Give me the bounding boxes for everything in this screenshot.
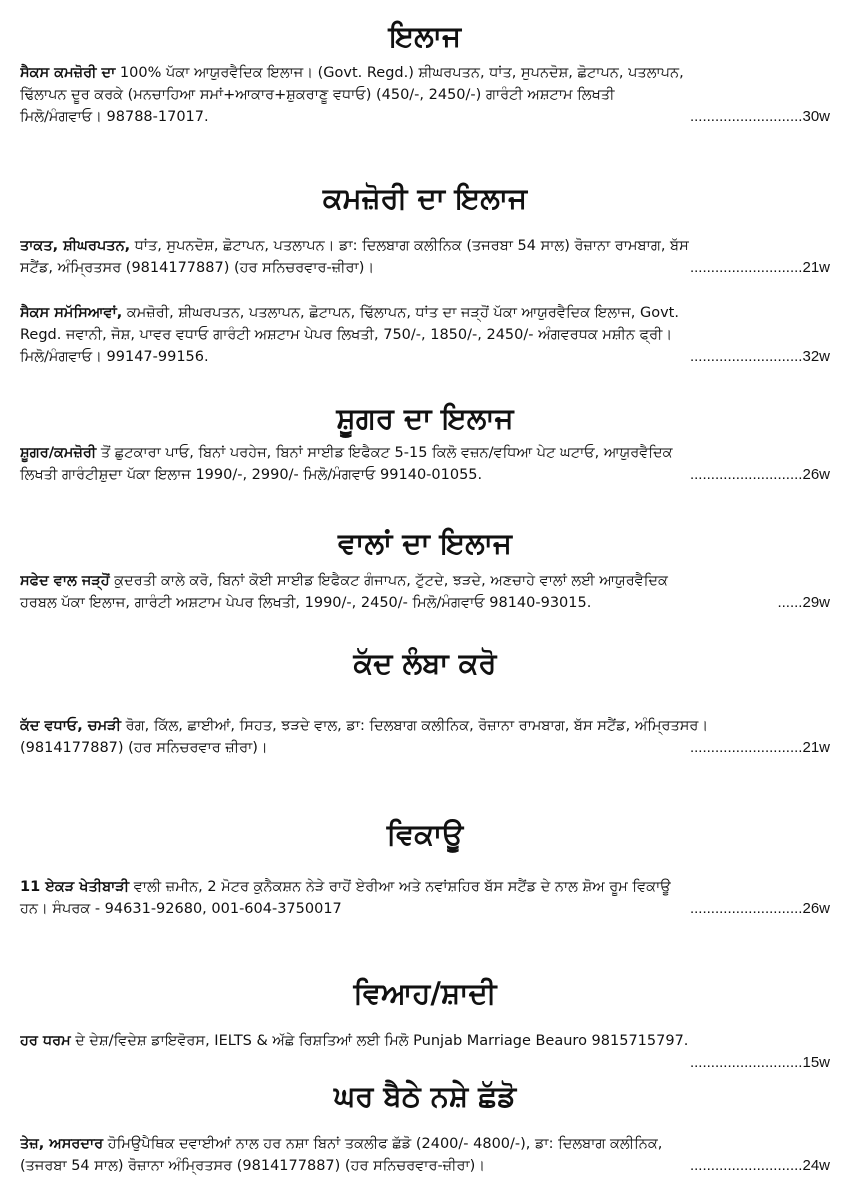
ad-line xyxy=(20,570,832,592)
ad-lead: 11 ਏਕੜ ਖੇਤੀਬਾੜੀ xyxy=(20,879,130,895)
ad-line: Regd. ਜਵਾਨੀ, ਜੋਸ਼, ਪਾਵਰ ਵਧਾਓ ਗਾਰੰਟੀ ਅਸ਼ਟਾਮ ਪੇਪਰ ਲਿਖਤੀ, 750/-, 1850/-, 2450/- ਅੰਗਵਰਧਕ ਮਸ਼ੀਨ ਫ੍ਰੀ। xyxy=(20,327,673,343)
ad-lead: ਕੱਦ ਵਧਾਓ, ਚਮੜੀ xyxy=(20,718,121,734)
ad-line xyxy=(20,1133,832,1155)
section-heading-quit-addiction: ਘਰ ਬੈਠੇ ਨਸ਼ੇ ਛੱਡੋ xyxy=(333,1079,517,1113)
section-heading-sugar-treatment: ਸ਼ੂਗਰ ਦਾ ਇਲਾਜ xyxy=(336,401,514,435)
ad-word-count: ...........................21w xyxy=(689,259,830,276)
classified-ad xyxy=(20,876,832,920)
classified-ad xyxy=(20,62,832,128)
classified-ad xyxy=(20,715,832,759)
section-heading-weakness-treatment: ਕਮਜ਼ੋਰੀ ਦਾ ਇਲਾਜ xyxy=(322,181,528,215)
ad-text: ਵਾਲੀ ਜ਼ਮੀਨ, 2 ਮੋਟਰ ਕੁਨੈਕਸ਼ਨ ਨੇੜੇ ਰਾਹੋਂ ਏਰੀਆ ਅਤੇ ਨਵਾਂਸ਼ਹਿਰ ਬੱਸ ਸਟੈਂਡ ਦੇ ਨਾਲ ਸ਼ੋਅ ਰੂਮ ਵਿਕਾਊ xyxy=(129,879,671,895)
ad-word-count: ......29w xyxy=(777,594,830,611)
ad-text: ਕਮਜ਼ੋਰੀ, ਸ਼ੀਘਰਪਤਨ, ਪਤਲਾਪਨ, ਛੋਟਾਪਨ, ਢਿੱਲਾਪਨ, ਧਾਂਤ ਦਾ ਜੜ੍ਹੋਂ ਪੱਕਾ ਆਯੁਰਵੈਦਿਕ ਇਲਾਜ, Govt. xyxy=(122,305,679,321)
classified-ad xyxy=(20,1133,832,1177)
ad-footer xyxy=(20,464,832,486)
ad-lead: ਸੈਕਸ ਕਮਜ਼ੋਰੀ ਦਾ xyxy=(20,65,116,81)
ad-line: ਢਿੱਲਾਪਨ ਦੂਰ ਕਰਕੇ (ਮਨਚਾਹਿਆ ਸਮਾਂ+ਆਕਾਰ+ਸ਼ੁਕਰਾਣੂ ਵਧਾਓ) (450/-, 2450/-) ਗਾਰੰਟੀ ਅਸ਼ਟਾਮ ਲਿਖਤੀ xyxy=(20,87,615,103)
ad-line xyxy=(20,235,832,257)
ad-line xyxy=(20,62,832,84)
ad-footer xyxy=(20,257,832,279)
ad-line xyxy=(20,442,832,464)
ad-word-count: ...........................26w xyxy=(689,466,830,483)
ad-lead: ਸੈਕਸ ਸਮੱਸਿਆਵਾਂ, xyxy=(20,305,123,321)
ad-word-count: ...........................15w xyxy=(689,1054,830,1071)
classified-ad xyxy=(20,570,832,614)
ad-footer xyxy=(20,106,832,128)
ad-line xyxy=(20,715,832,737)
ad-footer xyxy=(20,1052,832,1074)
ad-lead: ਤਾਕਤ, ਸ਼ੀਘਰਪਤਨ, xyxy=(20,238,131,254)
section-heading-height-increase: ਕੱਦ ਲੰਬਾ ਕਰੋ xyxy=(353,646,497,680)
section-heading-for-sale: ਵਿਕਾਊ xyxy=(386,817,464,851)
section-heading-hair-treatment: ਵਾਲਾਂ ਦਾ ਇਲਾਜ xyxy=(338,526,512,560)
ad-contact: ਮਿਲੋ/ਮੰਗਵਾਓ। 99147-99156. xyxy=(20,349,209,365)
ad-footer xyxy=(20,737,832,759)
ad-footer xyxy=(20,592,832,614)
ad-line xyxy=(20,1030,832,1052)
ad-word-count: ...........................24w xyxy=(689,1157,830,1174)
ad-word-count: ...........................32w xyxy=(689,348,830,365)
classified-ad xyxy=(20,235,832,279)
ad-word-count: ...........................30w xyxy=(689,108,830,125)
ad-word-count: ...........................21w xyxy=(689,739,830,756)
ad-contact: (9814177887) (ਹਰ ਸਨਿਚਰਵਾਰ ਜ਼ੀਰਾ)। xyxy=(20,740,268,756)
ad-text: ਧਾਂਤ, ਸੁਪਨਦੋਸ਼, ਛੋਟਾਪਨ, ਪਤਲਾਪਨ। ਡਾ: ਦਿਲਬਾਗ ਕਲੀਨਿਕ (ਤਜਰਬਾ 54 ਸਾਲ) ਰੋਜ਼ਾਨਾ ਰਾਮਬਾਗ, ਬੱਸ xyxy=(130,238,689,254)
ad-text: ਦੇ ਦੇਸ਼/ਵਿਦੇਸ਼ ਡਾਇਵੋਰਸ, IELTS & ਅੱਛੇ ਰਿਸ਼ਤਿਆਂ ਲਈ ਮਿਲੋ Punjab Marriage Beauro 9815715797. xyxy=(70,1033,689,1049)
ad-contact: ਹਰਬਲ ਪੱਕਾ ਇਲਾਜ, ਗਾਰੰਟੀ ਅਸ਼ਟਾਮ ਪੇਪਰ ਲਿਖਤੀ, 1990/-, 2450/- ਮਿਲੋ/ਮੰਗਵਾਓ 98140-93015. xyxy=(20,595,592,611)
ad-footer xyxy=(20,898,832,920)
ad-contact: (ਤਜਰਬਾ 54 ਸਾਲ) ਰੋਜ਼ਾਨਾ ਅੰਮ੍ਰਿਤਸਰ (9814177887) (ਹਰ ਸਨਿਚਰਵਾਰ-ਜ਼ੀਰਾ)। xyxy=(20,1158,486,1174)
section-heading-marriage: ਵਿਆਹ/ਸ਼ਾਦੀ xyxy=(353,976,497,1010)
ad-line xyxy=(20,876,832,898)
ad-text: ਰੋਗ, ਕਿੱਲ, ਛਾਈਆਂ, ਸਿਹਤ, ਝੜਦੇ ਵਾਲ, ਡਾ: ਦਿਲਬਾਗ ਕਲੀਨਿਕ, ਰੋਜ਼ਾਨਾ ਰਾਮਬਾਗ, ਬੱਸ ਸਟੈਂਡ, ਅੰਮ੍ਰਿਤਸਰ। xyxy=(120,718,709,734)
classified-ad xyxy=(20,302,832,368)
ad-text: ਕੁਦਰਤੀ ਕਾਲੇ ਕਰੋ, ਬਿਨਾਂ ਕੋਈ ਸਾਈਡ ਇਫੈਕਟ ਗੰਜਾਪਨ, ਟੁੱਟਦੇ, ਝੜਦੇ, ਅਣਚਾਹੇ ਵਾਲਾਂ ਲਈ ਆਯੁਰਵੈਦਿਕ xyxy=(109,573,668,589)
ad-footer xyxy=(20,1155,832,1177)
ad-lead: ਤੇਜ਼, ਅਸਰਦਾਰ xyxy=(20,1136,104,1152)
ad-lead: ਸ਼ੂਗਰ/ਕਮਜ਼ੋਰੀ xyxy=(20,445,97,461)
ad-contact: ਮਿਲੋ/ਮੰਗਵਾਓ। 98788-17017. xyxy=(20,109,209,125)
classified-ad xyxy=(20,442,832,486)
section-heading-treatment: ਇਲਾਜ xyxy=(388,19,462,53)
ad-contact: ਹਨ। ਸੰਪਰਕ - 94631-92680, 001-604-3750017 xyxy=(20,901,342,917)
ad-lead: ਸਫੇਦ ਵਾਲ ਜੜ੍ਹੋਂ xyxy=(20,573,110,589)
ad-contact: ਸਟੈਂਡ, ਅੰਮ੍ਰਿਤਸਰ (9814177887) (ਹਰ ਸਨਿਚਰਵਾਰ-ਜ਼ੀਰਾ)। xyxy=(20,260,375,276)
ad-contact: ਲਿਖਤੀ ਗਾਰੰਟੀਸ਼ੁਦਾ ਪੱਕਾ ਇਲਾਜ 1990/-, 2990/- ਮਿਲੋ/ਮੰਗਵਾਓ 99140-01055. xyxy=(20,467,483,483)
ad-text: ਤੋਂ ਛੁਟਕਾਰਾ ਪਾਓ, ਬਿਨਾਂ ਪਰਹੇਜ, ਬਿਨਾਂ ਸਾਈਡ ਇਫੈਕਟ 5-15 ਕਿਲੋ ਵਜ਼ਨ/ਵਧਿਆ ਪੇਟ ਘਟਾਓ, ਆਯੁਰਵੈਦਿਕ xyxy=(96,445,673,461)
ad-text: 100% ਪੱਕਾ ਆਯੁਰਵੈਦਿਕ ਇਲਾਜ। (Govt. Regd.) ਸ਼ੀਘਰਪਤਨ, ਧਾਂਤ, ਸੁਪਨਦੋਸ਼, ਛੋਟਾਪਨ, ਪਤਲਾਪਨ, xyxy=(115,65,684,81)
ad-text: ਹੋਮਿਉਪੈਥਿਕ ਦਵਾਈਆਂ ਨਾਲ ਹਰ ਨਸ਼ਾ ਬਿਨਾਂ ਤਕਲੀਫ ਛੱਡੋ (2400/- 4800/-), ਡਾ: ਦਿਲਬਾਗ ਕਲੀਨਿਕ, xyxy=(103,1136,663,1152)
ad-footer xyxy=(20,346,832,368)
ad-line xyxy=(20,302,832,324)
ad-word-count: ...........................26w xyxy=(689,900,830,917)
ad-lead: ਹਰ ਧਰਮ xyxy=(20,1033,71,1049)
classified-ad xyxy=(20,1030,832,1074)
